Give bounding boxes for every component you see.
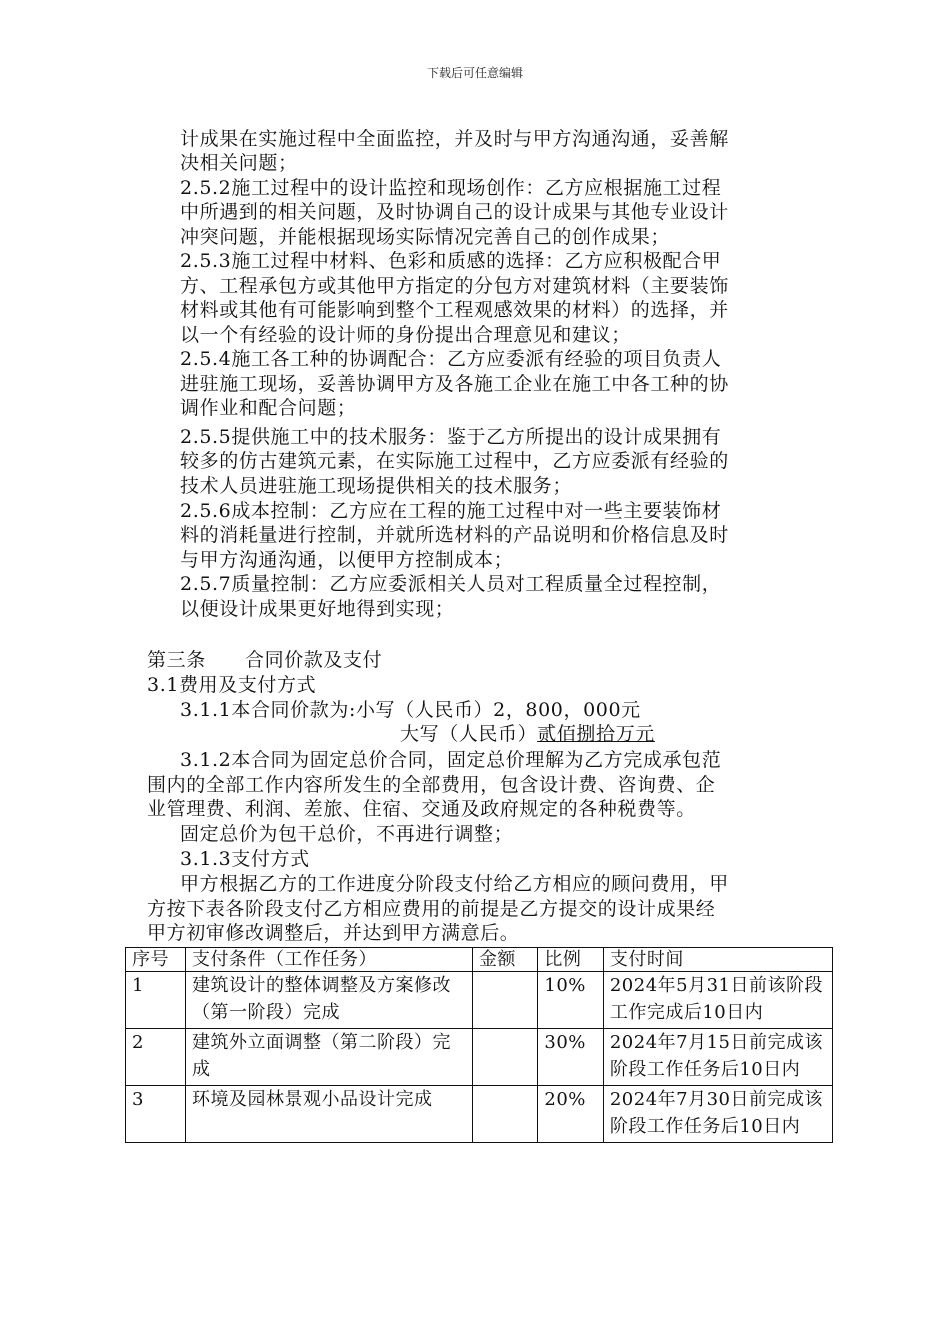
paragraph-line: 固定总价为包干总价，不再进行调整； <box>180 823 514 845</box>
paragraph-line: 料的消耗量进行控制，并就所选材料的产品说明和价格信息及时 <box>180 524 729 546</box>
row-condition: 建筑外立面调整（第二阶段）完成 <box>186 1029 473 1086</box>
row-condition: 建筑设计的整体调整及方案修改（第一阶段）完成 <box>186 972 473 1029</box>
table-row <box>126 1086 833 1143</box>
paragraph-line: 中所遇到的相关问题，及时协调自己的设计成果与其他专业设计 <box>180 201 729 223</box>
table-header-row <box>126 948 833 972</box>
paragraph-line: 3.1.2本合同为固定总价合同，固定总价理解为乙方完成承包范 <box>180 749 722 771</box>
paragraph-line: 技术人员进驻施工现场提供相关的技术服务； <box>180 475 573 497</box>
table-row <box>126 972 833 1029</box>
header-cell: 支付条件（工作任务） <box>186 948 473 972</box>
paragraph-line: 方按下表各阶段支付乙方相应费用的前提是乙方提交的设计成果经 <box>147 898 716 920</box>
paragraph-line: 材料或其他有可能影响到整个工程观感效果的材料）的选择，并 <box>180 299 729 321</box>
header-cell: 金额 <box>472 948 537 972</box>
section-heading: 3.1.3支付方式 <box>180 848 310 870</box>
row-ratio: 10% <box>538 972 603 1029</box>
row-time: 2024年7月30日前完成该阶段工作任务后10日内 <box>603 1086 832 1143</box>
price-words-amount: 贰佰捌拾万元 <box>537 723 655 745</box>
paragraph-line: 围内的全部工作内容所发生的全部费用，包含设计费、咨询费、企 <box>147 774 716 796</box>
paragraph-line: 2.5.6成本控制：乙方应在工程的施工过程中对一些主要装饰材 <box>180 500 722 522</box>
article-title: 第三条 合同价款及支付 <box>147 649 383 671</box>
row-amount <box>472 972 537 1029</box>
paragraph-line: 2.5.3施工过程中材料、色彩和质感的选择：乙方应积极配合甲 <box>180 250 722 272</box>
paragraph-line: 计成果在实施过程中全面监控，并及时与甲方沟通沟通，妥善解 <box>180 128 729 150</box>
paragraph-line: 以便设计成果更好地得到实现； <box>180 598 455 620</box>
row-time: 2024年7月15日前完成该阶段工作任务后10日内 <box>603 1029 832 1086</box>
row-number: 1 <box>126 972 186 1029</box>
paragraph-line: 2.5.2施工过程中的设计监控和现场创作：乙方应根据施工过程 <box>180 177 722 199</box>
row-time: 2024年5月31日前该阶段工作完成后10日内 <box>603 972 832 1029</box>
table-row <box>126 1029 833 1086</box>
row-ratio: 30% <box>538 1029 603 1086</box>
paragraph-line: 2.5.4施工各工种的协调配合：乙方应委派有经验的项目负责人 <box>180 348 722 370</box>
paragraph-line: 较多的仿古建筑元素，在实际施工过程中，乙方应委派有经验的 <box>180 450 729 472</box>
row-number: 2 <box>126 1029 186 1086</box>
paragraph-line: 甲方根据乙方的工作进度分阶段支付给乙方相应的顾问费用，甲 <box>180 873 729 895</box>
paragraph-line: 甲方初审修改调整后，并达到甲方满意后。 <box>147 922 520 944</box>
contract-price-line: 3.1.1本合同价款为:小写（人民币）2，800，000元 <box>180 699 641 721</box>
paragraph-line: 进驻施工现场，妥善协调甲方及各施工企业在施工中各工种的协 <box>180 373 729 395</box>
paragraph-line: 方、工程承包方或其他甲方指定的分包方对建筑材料（主要装饰 <box>180 275 729 297</box>
header-cell: 序号 <box>126 948 186 972</box>
header-cell: 比例 <box>538 948 603 972</box>
paragraph-line: 以一个有经验的设计师的身份提出合理意见和建议； <box>180 324 631 346</box>
payment-schedule-table <box>125 947 833 1143</box>
row-condition: 环境及园林景观小品设计完成 <box>186 1086 473 1143</box>
section-heading: 3.1费用及支付方式 <box>147 674 317 696</box>
paragraph-line: 冲突问题，并能根据现场实际情况完善自己的创作成果； <box>180 226 671 248</box>
row-number: 3 <box>126 1086 186 1143</box>
page-header-note: 下载后可任意编辑 <box>426 66 523 80</box>
paragraph-line: 2.5.5提供施工中的技术服务：鉴于乙方所提出的设计成果拥有 <box>180 426 722 448</box>
paragraph-line: 决相关问题； <box>180 152 298 174</box>
row-ratio: 20% <box>538 1086 603 1143</box>
row-amount <box>472 1086 537 1143</box>
header-cell: 支付时间 <box>603 948 832 972</box>
paragraph-line: 业管理费、利润、差旅、住宿、交通及政府规定的各种税费等。 <box>147 798 696 820</box>
paragraph-line: 调作业和配合问题； <box>180 397 357 419</box>
contract-price-words <box>400 722 655 746</box>
paragraph-line: 与甲方沟通沟通，以便甲方控制成本； <box>180 549 514 571</box>
price-words-label: 大写（人民币） <box>400 723 538 745</box>
paragraph-line: 2.5.7质量控制：乙方应委派相关人员对工程质量全过程控制， <box>180 573 722 595</box>
row-amount <box>472 1029 537 1086</box>
